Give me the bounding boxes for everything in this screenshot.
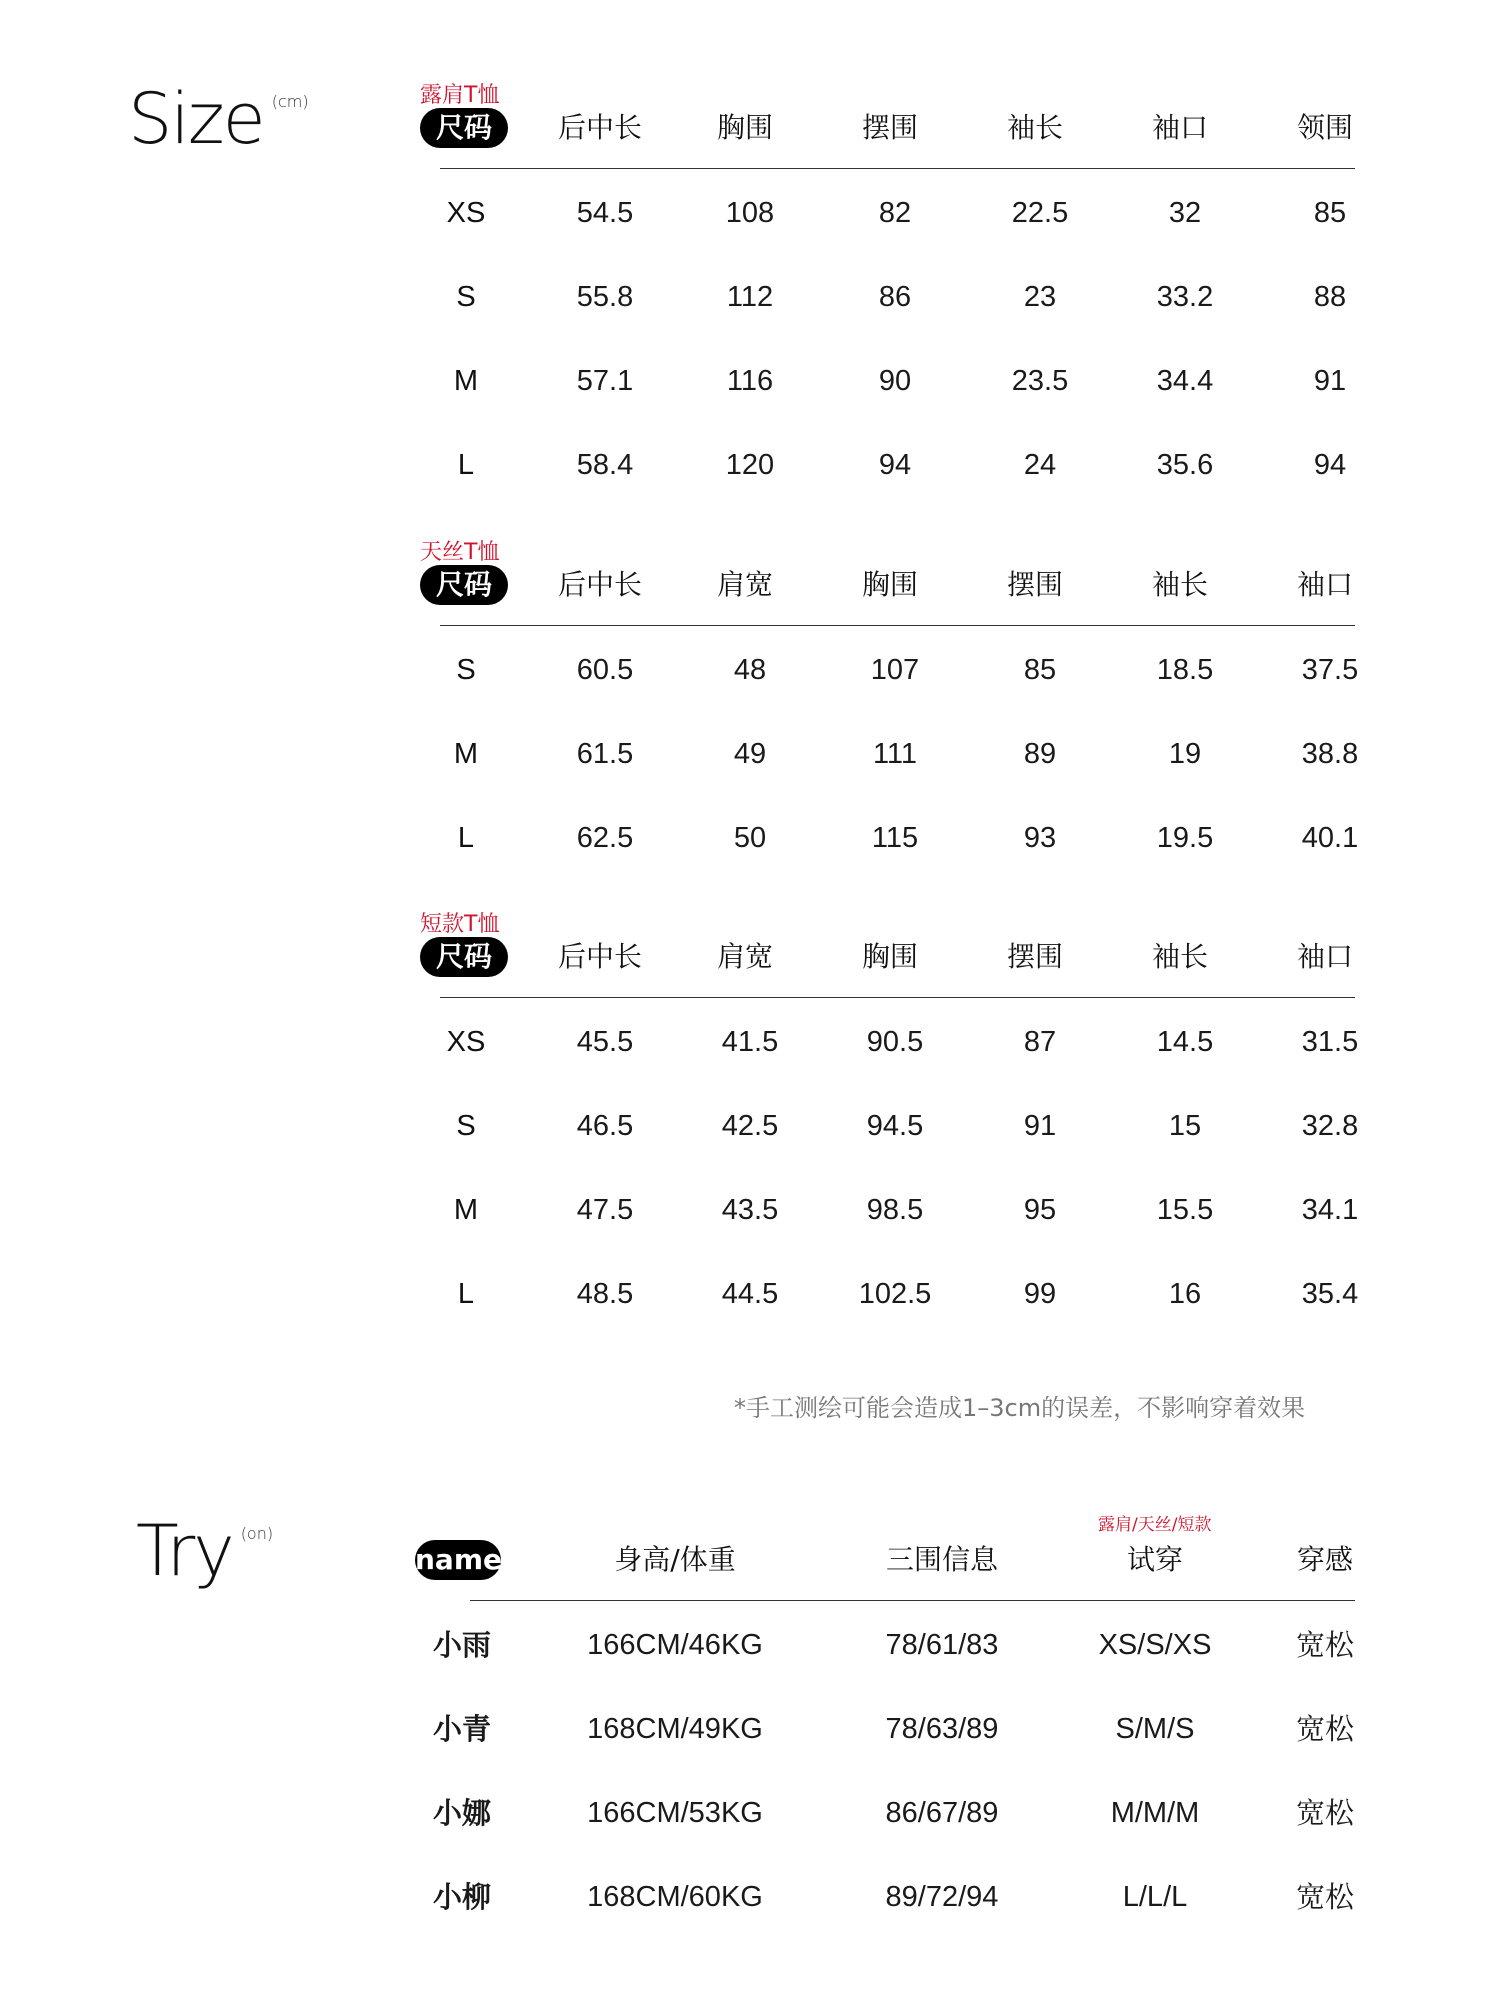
header-divider [470, 1600, 1355, 1601]
column-header: 袖长 [1151, 568, 1208, 601]
value-cell: 60.5 [576, 654, 634, 686]
value-cell: 19 [1168, 738, 1202, 770]
value-cell: 23 [1023, 281, 1057, 313]
header-divider [440, 168, 1355, 169]
value-cell: 62.5 [576, 822, 634, 854]
size-cell: L [457, 1278, 475, 1310]
value-cell: 58.4 [576, 449, 634, 481]
value-cell: 23.5 [1011, 365, 1069, 397]
size-column-pill: 尺码 [420, 937, 508, 977]
value-cell: 116 [726, 365, 774, 397]
column-header: 后中长 [557, 940, 642, 973]
column-header: 袖口 [1296, 568, 1353, 601]
value-cell: 宽松 [1295, 1712, 1354, 1746]
value-cell: 47.5 [576, 1194, 634, 1226]
table-tag: 短款T恤 [420, 912, 500, 937]
value-cell: 120 [725, 449, 775, 481]
size-cell: XS [446, 1026, 486, 1058]
try-tag: 露肩/天丝/短款 [1098, 1515, 1212, 1535]
column-header: 后中长 [557, 568, 642, 601]
value-cell: 24 [1023, 449, 1057, 481]
size-cell: M [453, 365, 479, 397]
value-cell: 宽松 [1295, 1796, 1354, 1830]
value-cell: 45.5 [576, 1026, 634, 1058]
table-row [415, 1625, 1365, 1665]
table-row [420, 1274, 1360, 1314]
table-row [420, 818, 1360, 858]
value-cell: 54.5 [576, 197, 634, 229]
table-header-row [415, 1540, 1365, 1580]
column-header: 摆围 [1006, 940, 1063, 973]
value-cell: 41.5 [721, 1026, 779, 1058]
value-cell: 22.5 [1011, 197, 1069, 229]
value-cell: 14.5 [1156, 1026, 1214, 1058]
value-cell: 宽松 [1295, 1628, 1354, 1662]
table-row [420, 650, 1360, 690]
column-header: 领围 [1296, 111, 1353, 144]
table-row [420, 361, 1360, 401]
table-row [415, 1877, 1365, 1917]
value-cell: 94 [1313, 449, 1347, 481]
try-heading-title: Try [136, 1510, 233, 1592]
value-cell: 48 [733, 654, 767, 686]
value-cell: 宽松 [1295, 1880, 1354, 1914]
value-cell: 42.5 [721, 1110, 779, 1142]
value-cell: 112 [726, 281, 774, 313]
table-row [420, 1022, 1360, 1062]
value-cell: 82 [878, 197, 912, 229]
value-cell: 15 [1168, 1110, 1202, 1142]
table-header-row [420, 565, 1360, 605]
table-header-row [420, 108, 1360, 148]
value-cell: S/M/S [1115, 1713, 1195, 1745]
value-cell: XS/S/XS [1098, 1629, 1212, 1661]
value-cell: 48.5 [576, 1278, 634, 1310]
value-cell: 88 [1313, 281, 1347, 313]
value-cell: 43.5 [721, 1194, 779, 1226]
value-cell: M/M/M [1110, 1797, 1200, 1829]
value-cell: 89/72/94 [885, 1881, 999, 1913]
size-cell: S [456, 281, 476, 313]
value-cell: 49 [733, 738, 767, 770]
try-heading [136, 1510, 273, 1592]
value-cell: 50 [733, 822, 767, 854]
value-cell: 102.5 [858, 1278, 932, 1310]
value-cell: 85 [1313, 197, 1347, 229]
column-header: 袖口 [1151, 111, 1208, 144]
column-header: 摆围 [1006, 568, 1063, 601]
value-cell: 94 [878, 449, 912, 481]
table-tag: 露肩T恤 [420, 83, 500, 108]
value-cell: 18.5 [1156, 654, 1214, 686]
value-cell: 44.5 [721, 1278, 779, 1310]
value-cell: 40.1 [1301, 822, 1359, 854]
column-header: 袖口 [1296, 940, 1353, 973]
value-cell: 93 [1023, 822, 1057, 854]
table-tag: 天丝T恤 [420, 540, 500, 565]
value-cell: 32.8 [1301, 1110, 1359, 1142]
value-cell: 15.5 [1156, 1194, 1214, 1226]
value-cell: 166CM/53KG [587, 1797, 763, 1829]
header-divider [440, 997, 1355, 998]
column-header: 袖长 [1006, 111, 1063, 144]
size-column-pill: 尺码 [420, 565, 508, 605]
value-cell: 34.1 [1301, 1194, 1359, 1226]
value-cell: 37.5 [1301, 654, 1359, 686]
table-row [420, 193, 1360, 233]
value-cell: 61.5 [576, 738, 634, 770]
value-cell: 108 [725, 197, 775, 229]
value-cell: 85 [1023, 654, 1057, 686]
table-row [420, 445, 1360, 485]
model-name-cell: 小青 [432, 1712, 491, 1746]
value-cell: 55.8 [576, 281, 634, 313]
value-cell: 19.5 [1156, 822, 1214, 854]
column-header: 袖长 [1151, 940, 1208, 973]
value-cell: L/L/L [1122, 1881, 1188, 1913]
value-cell: 115 [871, 822, 919, 854]
size-heading [128, 78, 309, 160]
size-cell: M [453, 1194, 479, 1226]
column-header: 三围信息 [885, 1543, 998, 1576]
value-cell: 98.5 [866, 1194, 924, 1226]
column-header: 胸围 [716, 111, 773, 144]
size-cell: L [457, 822, 475, 854]
value-cell: 87 [1023, 1026, 1057, 1058]
value-cell: 107 [870, 654, 920, 686]
size-heading-unit: (cm) [271, 92, 309, 111]
value-cell: 111 [872, 738, 918, 770]
value-cell: 166CM/46KG [587, 1629, 763, 1661]
table-header-row [420, 937, 1360, 977]
value-cell: 94.5 [866, 1110, 924, 1142]
value-cell: 95 [1023, 1194, 1057, 1226]
header-divider [440, 625, 1355, 626]
table-row [420, 1190, 1360, 1230]
value-cell: 57.1 [576, 365, 634, 397]
value-cell: 90.5 [866, 1026, 924, 1058]
column-header: 肩宽 [716, 568, 773, 601]
measurement-note: *手工测绘可能会造成1–3cm的误差，不影响穿着效果 [734, 1394, 1306, 1422]
table-row [415, 1793, 1365, 1833]
value-cell: 78/61/83 [885, 1629, 999, 1661]
value-cell: 32 [1168, 197, 1202, 229]
value-cell: 35.6 [1156, 449, 1214, 481]
value-cell: 78/63/89 [885, 1713, 999, 1745]
column-header: 穿感 [1296, 1543, 1353, 1576]
value-cell: 168CM/60KG [587, 1881, 763, 1913]
value-cell: 46.5 [576, 1110, 634, 1142]
table-row [420, 1106, 1360, 1146]
value-cell: 86/67/89 [885, 1797, 999, 1829]
value-cell: 91 [1313, 365, 1347, 397]
table-row [420, 734, 1360, 774]
try-heading-unit: (on) [240, 1524, 274, 1543]
column-header: 胸围 [861, 568, 918, 601]
value-cell: 90 [878, 365, 912, 397]
value-cell: 89 [1023, 738, 1057, 770]
column-header: 胸围 [861, 940, 918, 973]
size-cell: M [453, 738, 479, 770]
value-cell: 16 [1168, 1278, 1202, 1310]
name-column-pill: name [415, 1540, 501, 1580]
column-header: 身高/体重 [614, 1543, 736, 1576]
value-cell: 35.4 [1301, 1278, 1359, 1310]
value-cell: 86 [878, 281, 912, 313]
model-name-cell: 小娜 [432, 1796, 491, 1830]
value-cell: 91 [1023, 1110, 1057, 1142]
model-name-cell: 小雨 [432, 1628, 491, 1662]
size-cell: L [457, 449, 475, 481]
value-cell: 168CM/49KG [587, 1713, 763, 1745]
table-row [415, 1709, 1365, 1749]
value-cell: 99 [1023, 1278, 1057, 1310]
value-cell: 34.4 [1156, 365, 1214, 397]
column-header: 后中长 [557, 111, 642, 144]
column-header: 摆围 [861, 111, 918, 144]
column-header: 试穿 [1126, 1543, 1183, 1576]
value-cell: 31.5 [1301, 1026, 1359, 1058]
size-cell: S [456, 654, 476, 686]
model-name-cell: 小柳 [432, 1880, 491, 1914]
table-row [420, 277, 1360, 317]
size-heading-title: Size [128, 78, 264, 160]
value-cell: 33.2 [1156, 281, 1214, 313]
size-column-pill: 尺码 [420, 108, 508, 148]
size-cell: S [456, 1110, 476, 1142]
value-cell: 38.8 [1301, 738, 1359, 770]
column-header: 肩宽 [716, 940, 773, 973]
size-cell: XS [446, 197, 486, 229]
